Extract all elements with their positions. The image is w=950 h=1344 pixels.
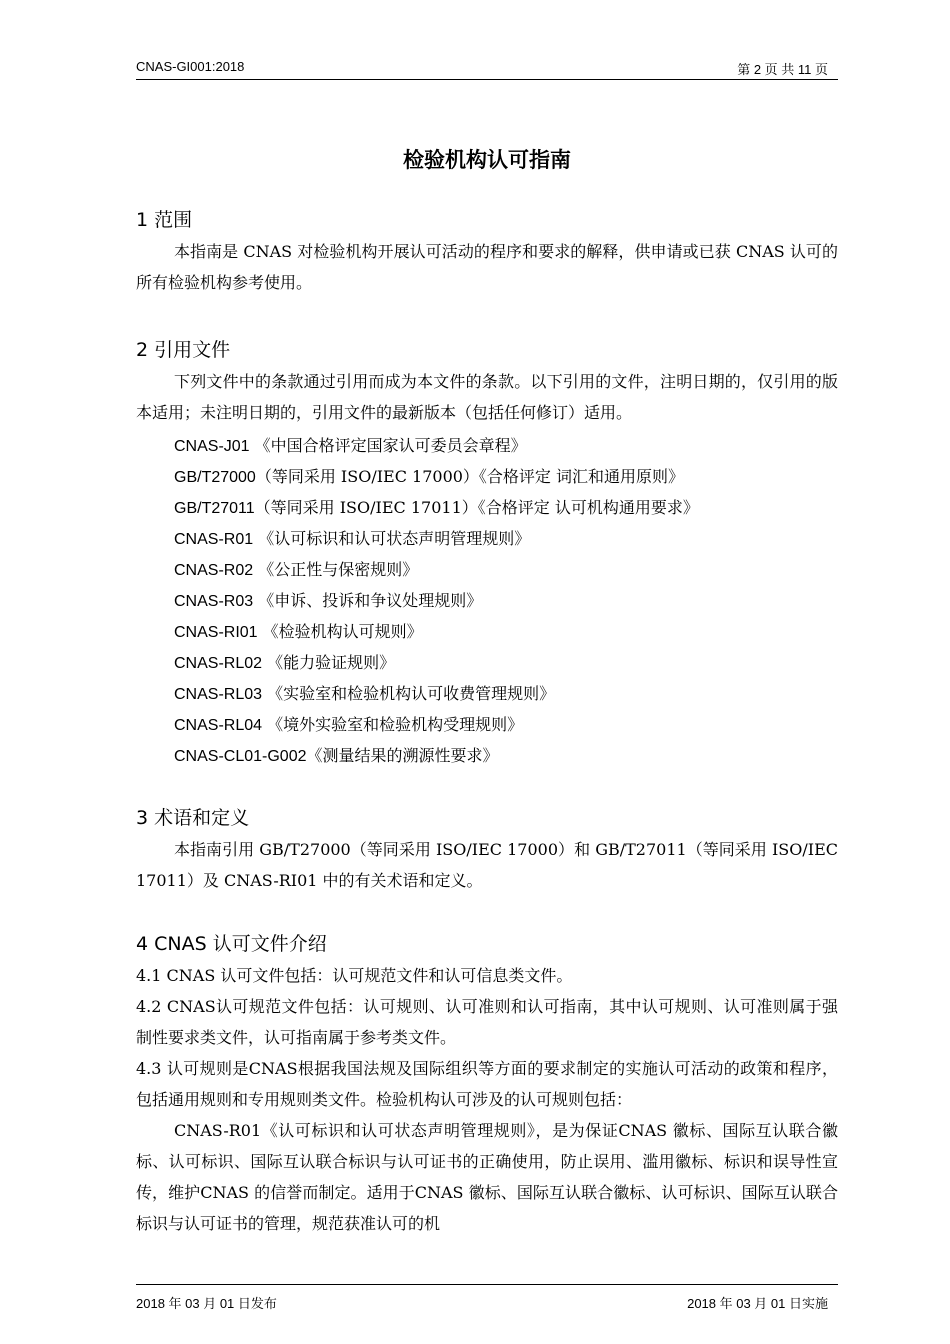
reference-item: CNAS-RL02 《能力验证规则》 xyxy=(174,653,396,672)
section-heading-1: 1 范围 xyxy=(136,209,193,231)
page-title: 检验机构认可指南 xyxy=(403,148,571,172)
reference-item: CNAS-RI01 《检验机构认可规则》 xyxy=(174,622,423,641)
page-number: 第 2 页 共 11 页 xyxy=(737,62,828,77)
reference-item: CNAS-R02 《公正性与保密规则》 xyxy=(174,560,419,579)
reference-item: CNAS-J01 《中国合格评定国家认可委员会章程》 xyxy=(174,436,527,455)
clause-4-3-r01: CNAS-R01《认可标识和认可状态声明管理规则》，是为保证CNAS 徽标、国际互认联合徽标、认可标识、国际互认联合标识与认可证书的正确使用，防止误用、滥用徽标、标识和误导性宣传，维护CNAS 的信誉而制定。适用于CNAS 徽标、国际互认联合徽标、认可标识、国际互认联合标识与认可证书的管理，规范获准认可的机 xyxy=(136,1121,838,1233)
reference-item: GB/T27000（等同采用 ISO/IEC 17000）《合格评定 词汇和通用原则》 xyxy=(174,467,685,486)
clause-4-1: 4.1 CNAS 认可文件包括：认可规范文件和认可信息类文件。 xyxy=(136,966,573,985)
reference-item: CNAS-RL03 《实验室和检验机构认可收费管理规则》 xyxy=(174,684,556,703)
section-heading-3: 3 术语和定义 xyxy=(136,807,250,829)
issue-date: 2018 年 03 月 01 日发布 xyxy=(136,1296,277,1311)
reference-item: CNAS-RL04 《境外实验室和检验机构受理规则》 xyxy=(174,715,524,734)
page-header xyxy=(136,57,838,80)
clause-4-2: 4.2 CNAS认可规范文件包括：认可规则、认可准则和认可指南，其中认可规则、认可准则属于强制性要求类文件，认可指南属于参考类文件。 xyxy=(136,997,838,1047)
clause-4-3: 4.3 认可规则是CNAS根据我国法规及国际组织等方面的要求制定的实施认可活动的政策和程序，包括通用规则和专用规则类文件。检验机构认可涉及的认可规则包括： xyxy=(136,1059,838,1109)
reference-item: CNAS-R01 《认可标识和认可状态声明管理规则》 xyxy=(174,529,531,548)
reference-item: CNAS-CL01-G002《测量结果的溯源性要求》 xyxy=(174,746,499,765)
effective-date: 2018 年 03 月 01 日实施 xyxy=(687,1296,828,1311)
section-heading-2: 2 引用文件 xyxy=(136,339,231,361)
page-footer xyxy=(136,1284,838,1325)
section-1-para: 本指南是 CNAS 对检验机构开展认可活动的程序和要求的解释，供申请或已获 CNAS 认可的所有检验机构参考使用。 xyxy=(136,242,838,292)
section-heading-4: 4 CNAS 认可文件介绍 xyxy=(136,933,327,955)
reference-item: CNAS-R03 《申诉、投诉和争议处理规则》 xyxy=(174,591,483,610)
reference-item: GB/T27011（等同采用 ISO/IEC 17011）《合格评定 认可机构通用要求》 xyxy=(174,498,699,517)
section-2-para: 下列文件中的条款通过引用而成为本文件的条款。以下引用的文件，注明日期的，仅引用的版本适用；未注明日期的，引用文件的最新版本（包括任何修订）适用。 xyxy=(136,372,838,422)
section-3-para: 本指南引用 GB/T27000（等同采用 ISO/IEC 17000）和 GB/T27011（等同采用 ISO/IEC 17011）及 CNAS-RI01 中的有关术语和定义。 xyxy=(136,840,838,890)
doc-code: CNAS-GI001:2018 xyxy=(136,59,245,74)
